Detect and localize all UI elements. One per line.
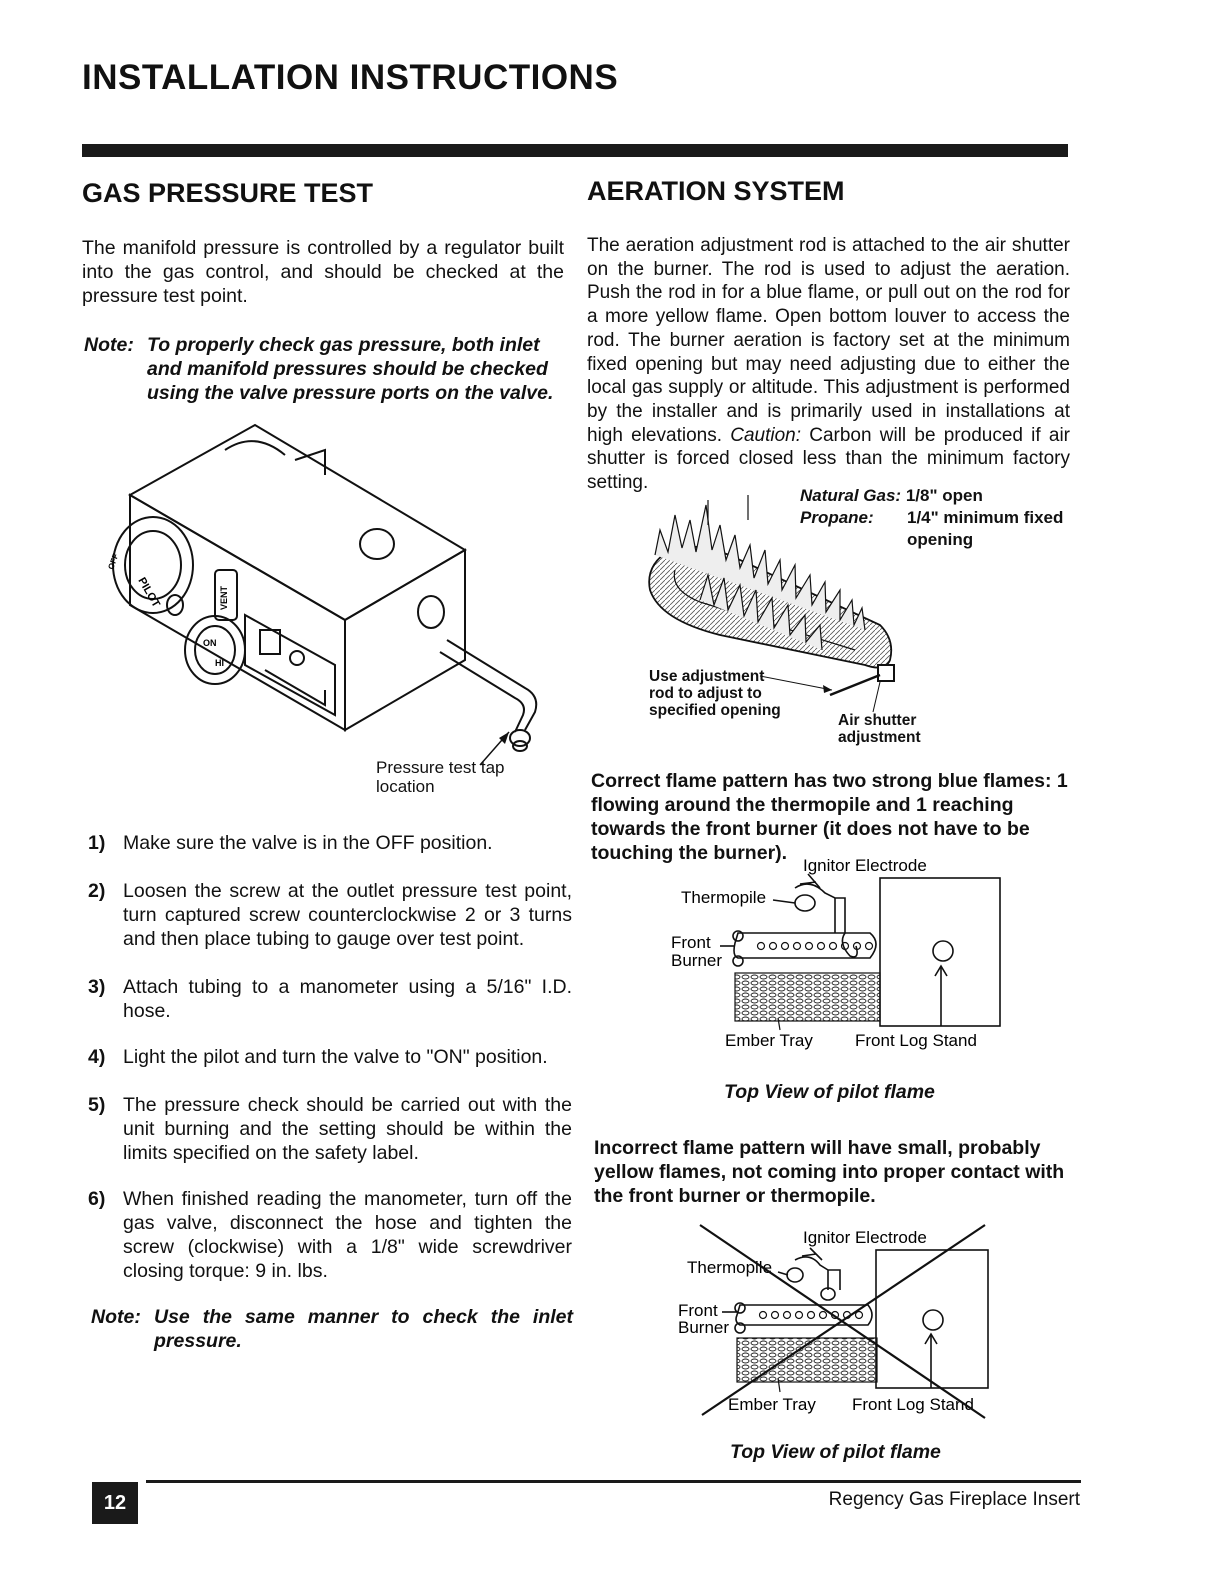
front-log-stand-label-incorrect: Front Log Stand <box>852 1395 974 1414</box>
step-6: 6) When finished reading the manometer, turn off the gas valve, disconnect the hose and tighten the screw (clockwise) with a 1/8" wide screwdriver closing torque: 9 in. lbs. <box>88 1188 572 1282</box>
natural-gas-label: Natural Gas: <box>800 486 902 505</box>
ember-tray <box>735 973 880 1021</box>
gas-pressure-intro: The manifold pressure is controlled by a regulator built into the gas control, and should be checked at the pressure test point. <box>82 237 564 307</box>
title-rule <box>82 144 1068 157</box>
footer-rule <box>146 1480 1081 1483</box>
off-label: OFF <box>106 552 121 571</box>
page-title: INSTALLATION INSTRUCTIONS <box>82 58 619 97</box>
note2-label: Note: <box>91 1306 141 1328</box>
correct-flame-text: Correct flame pattern has two strong blue flames: 1 flowing around the thermopile and 1 reaching towards the front burner (it does not have to be touching the burner). <box>591 770 1068 864</box>
use-rod-label: Use adjustment rod to adjust to specified opening <box>649 668 781 719</box>
aeration-description <box>587 234 1070 495</box>
natural-gas-value: 1/8" open <box>905 486 983 505</box>
log-stand-box <box>880 878 1000 1026</box>
note-text: To properly check gas pressure, both inlet and manifold pressures should be checked using the valve pressure ports on the valve. <box>147 334 554 404</box>
note-label: Note: <box>84 334 134 356</box>
caution-text: Carbon will be produced if air shutter is forced closed less than the minimum factory setting. <box>587 424 1071 494</box>
hi-label: HI <box>215 658 224 668</box>
thermopile-label-incorrect: Thermopile <box>687 1258 773 1277</box>
on-label: ON <box>203 638 217 648</box>
step-2: 2) Loosen the screw at the outlet pressure test point, turn captured screw counterclockwise 2 or 3 turns and then place tubing to gauge over test point. <box>88 880 572 950</box>
inlet-pressure-note <box>91 1305 573 1353</box>
pilot-knob-label: PILOT <box>135 575 162 610</box>
caption-correct: Top View of pilot flame <box>724 1081 935 1103</box>
front-label-incorrect: Front <box>678 1301 718 1320</box>
air-shutter-label: Air shutter adjustment <box>838 712 921 746</box>
propane-label: Propane: <box>800 508 874 527</box>
ember-tray-label-correct: Ember Tray <box>725 1031 813 1050</box>
procedure-steps <box>88 831 572 1301</box>
adjustment-rod <box>830 675 880 695</box>
ignitor-label-correct: Ignitor Electrode <box>803 856 927 875</box>
caption-incorrect: Top View of pilot flame <box>730 1441 941 1463</box>
burner-label-correct: Burner <box>671 951 723 970</box>
aeration-heading: AERATION SYSTEM <box>587 176 845 206</box>
aeration-text: The aeration adjustment rod is attached to the air shutter on the burner. The rod is used to adjust the aeration. Push the rod in for a blue flame, or pull out on the rod for a more yellow flame. Open bottom louver to access the rod. The burner aeration is factory set at the minimum fixed opening but may need adjusting due to either the local gas supply or altitude. This adjustment is performed by the installer and is primarily used in installations at high elevations. <box>587 235 1070 446</box>
vent-label: VENT <box>219 585 229 610</box>
ember-tray-label-incorrect: Ember Tray <box>728 1395 816 1414</box>
step-4: 4) Light the pilot and turn the valve to "ON" position. <box>88 1046 548 1068</box>
pilot-diagram-incorrect <box>660 1220 1000 1425</box>
page-number: 12 <box>92 1482 138 1524</box>
footer-product: Regency Gas Fireplace Insert <box>828 1489 1080 1510</box>
incorrect-flame-text: Incorrect flame pattern will have small, probably yellow flames, not coming into proper contact with the front burner or thermopile. <box>594 1137 1065 1207</box>
air-shutter <box>878 665 894 681</box>
step-1: 1) Make sure the valve is in the OFF position. <box>88 832 493 854</box>
gas-pressure-heading: GAS PRESSURE TEST <box>82 178 374 208</box>
propane-value: 1/4" minimum fixed <box>907 508 1064 527</box>
burner-label-incorrect: Burner <box>678 1318 730 1337</box>
step-5: 5) The pressure check should be carried out with the unit burning and the setting should be within the limits specified on the safety label. <box>88 1094 572 1164</box>
front-label-correct: Front <box>671 933 711 952</box>
propane-value-2: opening <box>907 530 974 549</box>
pressure-tap-label: Pressure test tap location <box>376 758 505 796</box>
caution-label: Caution: <box>730 424 801 446</box>
note2-text: Use the same manner to check the inlet pressure. <box>154 1306 573 1352</box>
ignitor-label-incorrect: Ignitor Electrode <box>803 1228 927 1247</box>
valve-top-port <box>360 529 394 559</box>
thermopile-label-correct: Thermopile <box>681 888 767 907</box>
step-3: 3) Attach tubing to a manometer using a 5/16" I.D. hose. <box>88 976 572 1022</box>
front-log-stand-label-correct: Front Log Stand <box>855 1031 977 1050</box>
valve-top-face <box>130 425 465 620</box>
gas-pressure-note <box>84 333 566 405</box>
pilot-diagram-correct <box>660 848 1020 1058</box>
